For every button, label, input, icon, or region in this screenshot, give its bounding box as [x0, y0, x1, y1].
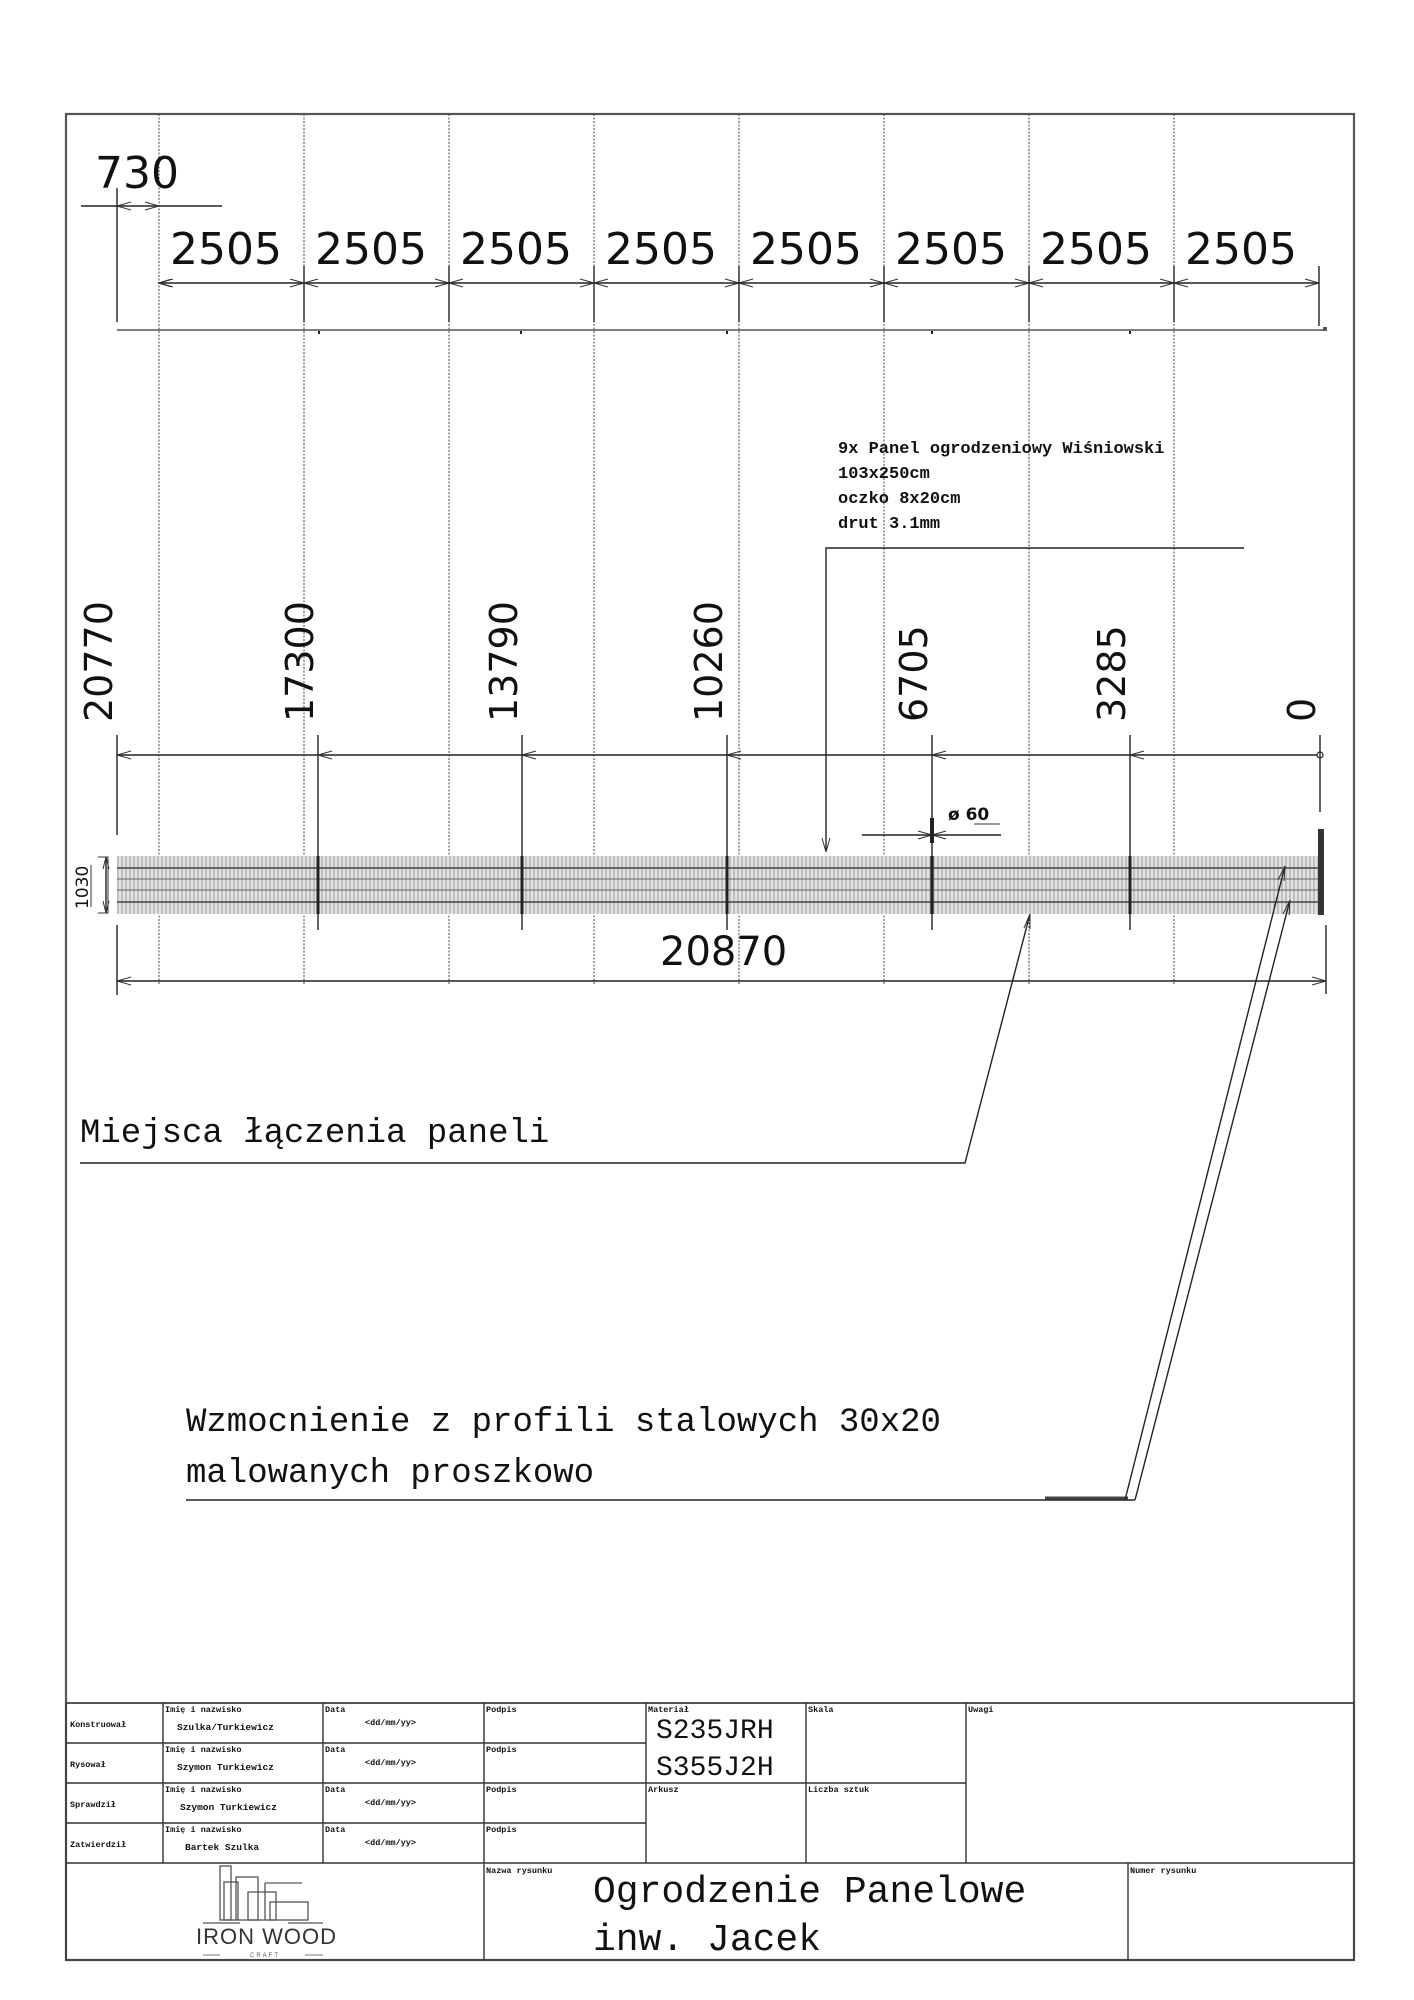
date-value: <dd/mm/yy>	[365, 1758, 417, 1768]
panel-note-line-1: 9x Panel ogrodzeniowy Wiśniowski	[838, 440, 1165, 459]
span-label-4: 2505	[605, 224, 717, 275]
material-value-1: S235JRH	[656, 1716, 774, 1747]
panel-note-line-3: oczko 8x20cm	[838, 490, 961, 509]
ordinate-label-3285: 3285	[1090, 625, 1134, 722]
scale-label: Skala	[808, 1705, 834, 1715]
callout-panel-joints-label: Miejsca łączenia paneli	[80, 1115, 550, 1153]
span-label-8: 2505	[1185, 224, 1297, 275]
ordinate-label-17300: 17300	[278, 601, 322, 722]
drawing-name-line-2: inw. Jacek	[593, 1919, 822, 1962]
logo-text: IRON WOOD	[196, 1924, 337, 1949]
ordinate-label-20770: 20770	[77, 601, 121, 722]
name-value: Bartek Szulka	[185, 1842, 260, 1853]
role-label: Rysował	[70, 1760, 106, 1770]
span-dimension-chain	[117, 224, 1327, 334]
signature-label: Podpis	[486, 1825, 517, 1835]
iron-wood-logo	[196, 1866, 337, 1959]
panel-height-label: 1030	[73, 865, 93, 909]
role-label: Zatwierdził	[70, 1840, 127, 1850]
role-label: Sprawdził	[70, 1800, 116, 1810]
material-value-2: S355J2H	[656, 1753, 774, 1784]
name-label: Imię i nazwisko	[165, 1745, 242, 1755]
panel-note-line-4: drut 3.1mm	[838, 515, 941, 534]
signature-label: Podpis	[486, 1745, 517, 1755]
title-row-designer	[70, 1705, 517, 1733]
ordinate-label-0: 0	[1280, 697, 1324, 722]
ordinate-label-13790: 13790	[482, 601, 526, 722]
date-value: <dd/mm/yy>	[365, 1838, 417, 1848]
span-label-3: 2505	[460, 224, 572, 275]
signature-label: Podpis	[486, 1705, 517, 1715]
drawing-name-line-1: Ogrodzenie Panelowe	[593, 1871, 1027, 1914]
name-value: Szulka/Turkiewicz	[177, 1722, 274, 1733]
name-value: Szymon Turkiewicz	[177, 1762, 274, 1773]
offset-dimension-label: 730	[95, 148, 179, 199]
role-label: Konstruował	[70, 1720, 127, 1730]
callout-reinforcement-line-2: malowanych proszkowo	[186, 1455, 595, 1493]
span-label-6: 2505	[895, 224, 1007, 275]
end-plate	[1318, 829, 1324, 915]
name-label: Imię i nazwisko	[165, 1705, 242, 1715]
post-diameter-label: ø 60	[948, 805, 990, 825]
logo-subtext: CRAFT	[250, 1953, 280, 1959]
quantity-label: Liczba sztuk	[808, 1785, 870, 1795]
name-label: Imię i nazwisko	[165, 1825, 242, 1835]
date-value: <dd/mm/yy>	[365, 1798, 417, 1808]
drawing-number-label: Numer rysunku	[1130, 1866, 1197, 1876]
overall-length-label: 20870	[660, 929, 788, 975]
date-value: <dd/mm/yy>	[365, 1718, 417, 1728]
date-label: Data	[325, 1785, 346, 1795]
span-label-5: 2505	[750, 224, 862, 275]
remarks-label: Uwagi	[968, 1705, 994, 1715]
date-label: Data	[325, 1705, 346, 1715]
span-label-2: 2505	[315, 224, 427, 275]
panel-note	[822, 440, 1244, 852]
span-label-7: 2505	[1040, 224, 1152, 275]
ordinate-label-6705: 6705	[892, 625, 936, 722]
date-label: Data	[325, 1745, 346, 1755]
panel-note-line-2: 103x250cm	[838, 465, 930, 484]
drawing-frame	[66, 114, 1354, 1960]
name-value: Szymon Turkiewicz	[180, 1802, 277, 1813]
date-label: Data	[325, 1825, 346, 1835]
name-label: Imię i nazwisko	[165, 1785, 242, 1795]
title-row-approver	[70, 1825, 517, 1853]
drawing-name-label: Nazwa rysunku	[486, 1866, 553, 1876]
span-label-1: 2505	[170, 224, 282, 275]
ordinate-label-10260: 10260	[687, 601, 731, 722]
callout-panel-joints	[80, 914, 1030, 1163]
sheet-label: Arkusz	[648, 1785, 679, 1795]
signature-label: Podpis	[486, 1785, 517, 1795]
title-block	[66, 1703, 1354, 1962]
overall-length-dimension	[117, 929, 1326, 985]
panel-height-dimension	[73, 857, 109, 913]
material-label: Materiał	[648, 1705, 689, 1715]
title-row-drafter	[70, 1745, 517, 1773]
title-row-checker	[70, 1785, 517, 1813]
callout-reinforcement-line-1: Wzmocnienie z profili stalowych 30x20	[186, 1404, 941, 1442]
logo-buildings-icon	[203, 1866, 323, 1923]
